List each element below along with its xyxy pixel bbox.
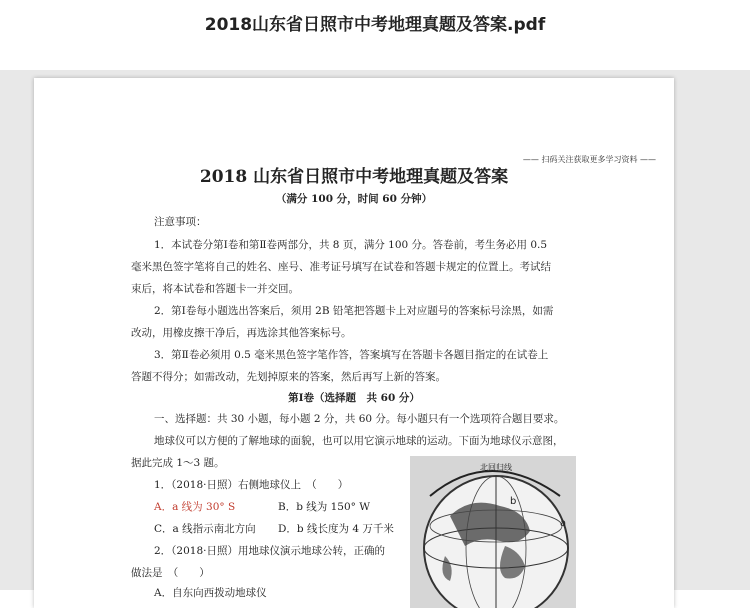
globe-figure <box>410 456 576 608</box>
q1-option-b: B．b 线为 150° W <box>278 501 371 513</box>
question-2-cont: 做法是 （ ） <box>131 567 210 579</box>
notice-line: 毫米黑色签字笔将自己的姓名、座号、准考证号填写在试卷和答题卡规定的位置上。考试结 <box>131 261 551 273</box>
globe-label-b: b <box>510 496 517 507</box>
notice-line: 3．第Ⅱ卷必须用 0.5 毫米黑色签字笔作答，答案填写在答题卡各题目指定的在试卷上 <box>154 349 549 361</box>
question-2: 2．（2018·日照）用地球仪演示地球公转，正确的 <box>154 545 385 557</box>
q1-option-c: C．a 线指示南北方向 <box>154 523 256 535</box>
q1-option-d: D．b 线长度为 4 万千米 <box>278 523 394 535</box>
notice-line: 2．第Ⅰ卷每小题选出答案后，须用 2B 铅笔把答题卡上对应题号的答案标号涂黑，如需 <box>154 305 554 317</box>
file-title: 2018山东省日照市中考地理真题及答案.pdf <box>204 15 546 35</box>
score-note: （满分 100 分，时间 60 分钟） <box>275 193 433 205</box>
notice-line: 束后，将本试卷和答题卡一并交回。 <box>131 283 299 295</box>
document-title: 2018 山东省日照市中考地理真题及答案 <box>199 167 509 187</box>
notice-line: 答题不得分；如需改动，先划掉原来的答案，然后再写上新的答案。 <box>131 371 446 383</box>
globe-image <box>410 456 576 608</box>
globe-label-top: 北回归线 <box>480 463 512 472</box>
intro-line: 一、选择题：共 30 小题，每小题 2 分，共 60 分。每小题只有一个选项符合题目要求。 <box>154 413 565 425</box>
notice-line: 改动，用橡皮擦干净后，再选涂其他答案标号。 <box>131 327 352 339</box>
question-1: 1．（2018·日照）右侧地球仪上 （ ） <box>154 479 349 491</box>
globe-label-a: a <box>560 518 567 529</box>
intro-line: 地球仪可以方便的了解地球的面貌，也可以用它演示地球的运动。下面为地球仪示意图， <box>154 435 564 447</box>
q2-option-a: A．自东向西拨动地球仪 <box>154 587 267 599</box>
section-title: 第Ⅰ卷（选择题 共 60 分） <box>288 392 420 404</box>
q1-option-a: A．a 线为 30° S <box>154 501 236 513</box>
notice-heading: 注意事项： <box>154 216 207 228</box>
intro-line: 据此完成 1～3 题。 <box>131 457 225 469</box>
header-note: —— 扫码关注获取更多学习资料 —— <box>522 155 656 164</box>
pdf-page <box>34 78 674 608</box>
notice-line: 1．本试卷分第Ⅰ卷和第Ⅱ卷两部分，共 8 页，满分 100 分。答卷前，考生务必用 0.5 <box>154 239 548 251</box>
viewer-header <box>0 0 750 70</box>
